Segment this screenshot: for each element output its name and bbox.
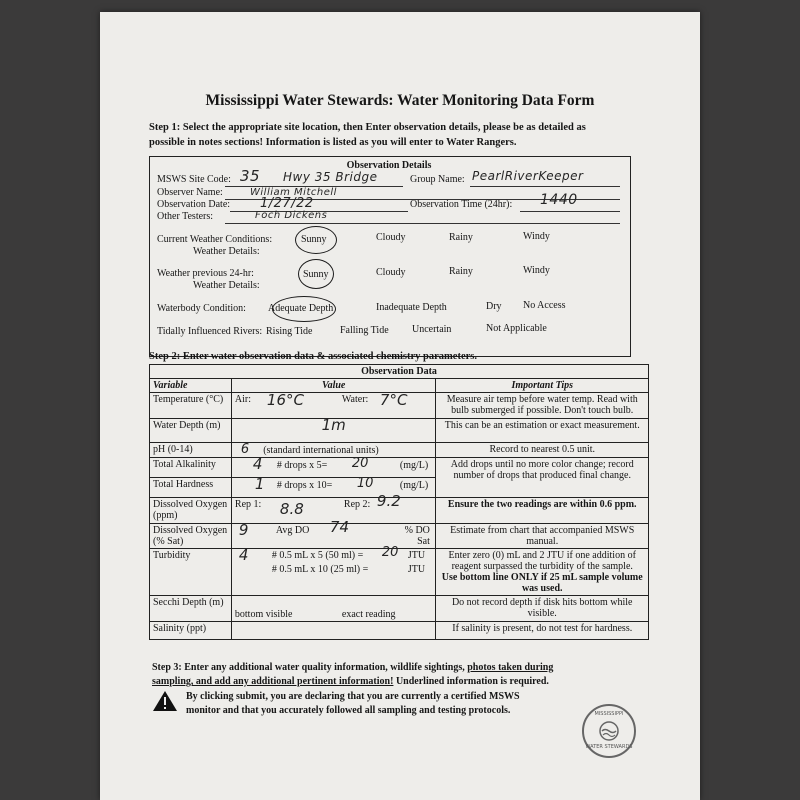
temperature-water-value[interactable]: 7°C: [379, 391, 408, 409]
step1-line1: Step 1: Select the appropriate site location, then Enter observation details, please be as detailed as: [149, 122, 586, 133]
group-name-value[interactable]: PearlRiverKeeper: [472, 169, 584, 183]
do-saturation-value[interactable]: 74: [329, 518, 349, 536]
observation-time-value[interactable]: 1440: [540, 192, 578, 208]
step3-line2: sampling, and add any additional pertinent information! Underlined information is required.: [152, 676, 549, 687]
previous-weather-rainy[interactable]: Rainy: [449, 266, 473, 277]
current-weather-sunny[interactable]: Sunny: [301, 234, 327, 245]
turbidity-formula-50ml: # 0.5 mL x 5 (50 ml) =: [271, 550, 364, 561]
step1-line2: possible in notes sections! Information is listed as you will enter to Water Rangers.: [149, 137, 517, 148]
step2-heading: Step 2: Enter water observation data & associated chemistry parameters.: [149, 351, 477, 362]
selection-circle-previous-sunny: [298, 259, 334, 289]
form-paper: [100, 12, 700, 800]
previous-weather-cloudy[interactable]: Cloudy: [376, 267, 406, 278]
do-saturation-unit: % DO Sat: [404, 525, 430, 547]
other-testers-label: Other Testers:: [157, 211, 214, 222]
turbidity-unit-50ml: JTU: [407, 550, 426, 561]
warning-line1: By clicking submit, you are declaring that you are currently a certified MSWS: [186, 691, 520, 702]
waterbody-no-access[interactable]: No Access: [523, 300, 566, 311]
do-saturation-avg-label: Avg DO: [275, 525, 310, 536]
do-saturation-avg[interactable]: 9: [238, 521, 249, 539]
warning-icon: [152, 690, 178, 712]
do-saturation-label: Dissolved Oxygen (% Sat): [150, 524, 232, 549]
total-hardness-label: Total Hardness: [150, 478, 232, 498]
hardness-formula: # drops x 10=: [276, 480, 333, 491]
turbidity-unit-25ml: JTU: [407, 564, 426, 575]
do-rep2-label: Rep 2:: [343, 499, 371, 510]
current-weather-cloudy[interactable]: Cloudy: [376, 232, 406, 243]
alkalinity-value[interactable]: 20: [351, 456, 369, 471]
warning-line2: monitor and that you accurately followed all sampling and testing protocols.: [186, 705, 511, 716]
do-rep2-value[interactable]: 9.2: [376, 492, 401, 510]
observation-data-table: [149, 364, 649, 640]
salinity-value[interactable]: [231, 622, 436, 640]
waterbody-dry[interactable]: Dry: [486, 301, 502, 312]
site-code-value[interactable]: 35: [240, 167, 261, 185]
selection-circle-adequate-depth: [272, 296, 336, 322]
site-name-value[interactable]: Hwy 35 Bridge: [283, 170, 378, 184]
water-depth-value[interactable]: 1m: [321, 416, 346, 434]
salinity-tip: If salinity is present, do not test for hardness.: [436, 622, 649, 640]
dissolved-oxygen-label: Dissolved Oxygen (ppm): [150, 498, 232, 524]
step3-line1: Step 3: Enter any additional water quality information, wildlife sightings, photos taken during: [152, 662, 554, 673]
do-rep1-label: Rep 1:: [234, 499, 262, 510]
current-weather-rainy[interactable]: Rainy: [449, 232, 473, 243]
current-weather-details-label: Weather Details:: [193, 246, 260, 257]
temperature-tip: Measure air temp before water temp. Read with bulb submerged if possible. Don't touch bulb.: [436, 393, 649, 419]
alkalinity-hardness-tip: Add drops until no more color change; record number of drops that produced final change.: [436, 458, 649, 498]
temperature-air-label: Air:: [234, 394, 252, 405]
mississippi-water-stewards-logo: MISSISSIPPI WATER STEWARDS: [582, 704, 636, 758]
previous-weather-windy[interactable]: Windy: [523, 265, 550, 276]
observation-time-label: Observation Time (24hr):: [410, 199, 513, 210]
alkalinity-drops[interactable]: 4: [252, 455, 263, 473]
group-name-label: Group Name:: [410, 174, 465, 185]
other-testers-value[interactable]: Foch Dickens: [255, 210, 328, 221]
hardness-value[interactable]: 10: [356, 476, 374, 491]
observation-data-title: Observation Data: [150, 365, 649, 379]
selection-circle-sunny: [295, 226, 337, 254]
col-value: Value: [231, 379, 436, 393]
secchi-depth-label: Secchi Depth (m): [150, 596, 232, 622]
ph-label: pH (0-14): [150, 443, 232, 458]
hardness-drops[interactable]: 1: [254, 475, 265, 493]
turbidity-label: Turbidity: [150, 549, 232, 596]
turbidity-tip: Enter zero (0) mL and 2 JTU if one addition of reagent surpassed the turbidity of the sample.: [448, 550, 636, 572]
do-saturation-tip: Estimate from chart that accompanied MSWS manual.: [436, 524, 649, 549]
water-depth-tip: This can be an estimation or exact measurement.: [436, 419, 649, 443]
turbidity-value-50ml[interactable]: 20: [381, 545, 399, 560]
tidal-falling[interactable]: Falling Tide: [340, 325, 389, 336]
secchi-depth-tip: Do not record depth if disk hits bottom while visible.: [436, 596, 649, 622]
secchi-exact-reading[interactable]: exact reading: [341, 609, 396, 620]
water-wave-icon: [598, 721, 620, 741]
tidal-rising[interactable]: Rising Tide: [266, 326, 313, 337]
tidal-not-applicable[interactable]: Not Applicable: [486, 323, 547, 334]
dissolved-oxygen-tip: Ensure the two readings are within 0.6 ppm.: [436, 498, 649, 524]
temperature-label: Temperature (°C): [150, 393, 232, 419]
total-alkalinity-label: Total Alkalinity: [150, 458, 232, 478]
hardness-unit: (mg/L): [399, 480, 429, 491]
ph-value[interactable]: 6: [240, 442, 250, 457]
observation-details-title: Observation Details: [346, 160, 432, 171]
waterbody-adequate-depth[interactable]: Adequate Depth: [268, 303, 334, 314]
turbidity-tip-bold: Use bottom line ONLY if 25 mL sample volume was used.: [441, 572, 643, 594]
previous-weather-details-label: Weather Details:: [193, 280, 260, 291]
waterbody-condition-label: Waterbody Condition:: [157, 303, 246, 314]
alkalinity-unit: (mg/L): [399, 460, 429, 471]
previous-weather-sunny[interactable]: Sunny: [303, 269, 329, 280]
ph-tip: Record to nearest 0.5 unit.: [436, 443, 649, 458]
tidal-label: Tidally Influenced Rivers:: [157, 326, 263, 337]
observation-date-value[interactable]: 1/27/22: [260, 196, 314, 211]
alkalinity-formula: # drops x 5=: [276, 460, 328, 471]
previous-weather-label: Weather previous 24-hr:: [157, 268, 254, 279]
observer-name-value[interactable]: William Mitchell: [250, 187, 337, 198]
salinity-label: Salinity (ppt): [150, 622, 232, 640]
turbidity-count[interactable]: 4: [238, 546, 249, 564]
temperature-water-label: Water:: [341, 394, 369, 405]
col-important-tips: Important Tips: [436, 379, 649, 393]
do-rep1-value[interactable]: 8.8: [279, 500, 304, 518]
tidal-uncertain[interactable]: Uncertain: [412, 324, 452, 335]
turbidity-formula-25ml: # 0.5 mL x 10 (25 ml) =: [271, 564, 369, 575]
observer-name-label: Observer Name:: [157, 187, 223, 198]
site-code-label: MSWS Site Code:: [157, 174, 231, 185]
current-weather-windy[interactable]: Windy: [523, 231, 550, 242]
waterbody-inadequate-depth[interactable]: Inadequate Depth: [376, 302, 447, 313]
col-variable: Variable: [150, 379, 232, 393]
current-weather-label: Current Weather Conditions:: [157, 234, 273, 245]
water-depth-label: Water Depth (m): [150, 419, 232, 443]
observation-date-label: Observation Date:: [157, 199, 231, 210]
form-title: Mississippi Water Stewards: Water Monitoring Data Form: [205, 92, 595, 109]
ph-units: (standard international units): [263, 445, 379, 456]
temperature-air-value[interactable]: 16°C: [266, 391, 304, 409]
secchi-bottom-visible[interactable]: bottom visible: [234, 609, 293, 620]
